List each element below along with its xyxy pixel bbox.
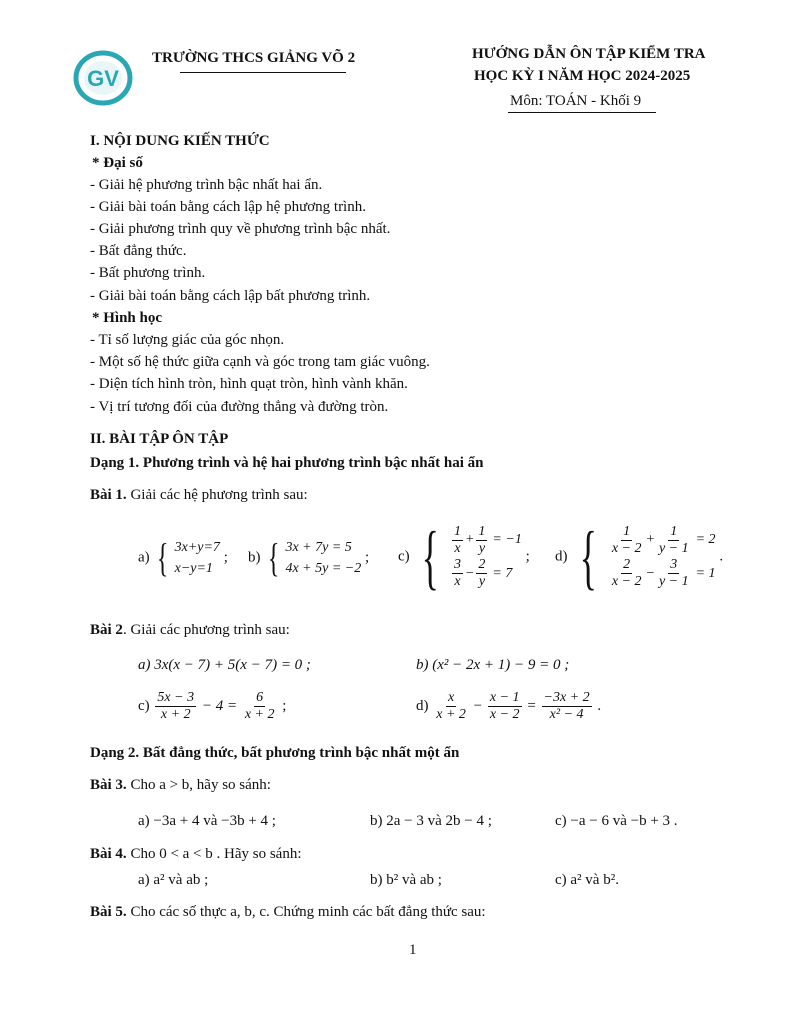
subject-label: Môn: TOÁN - Khối 9 [510, 93, 642, 109]
bai1-b-eq2: 4x + 5y = −2 [285, 561, 362, 576]
bai1-c-eq2: $\frac{3}{x}$ − $\frac{2}{y}$ = 7 [453, 557, 513, 590]
bai3-a: a) −3a + 4 và −3b + 4 ; [138, 813, 276, 829]
bai1-b-label: b) [248, 549, 261, 566]
geometry-item: - Tỉ số lượng giác của góc nhọn. [90, 332, 285, 348]
bai1-d-eq1: $\frac{1}{x - 2}$ + $\frac{1}{y - 1}$ = 2 [611, 523, 716, 556]
bai1-prompt [90, 487, 308, 504]
bai1-label: Bài 1. [90, 487, 127, 503]
bai2-label: Bài 2 [90, 622, 123, 638]
bai1-text: Giải các hệ phương trình sau: [126, 487, 308, 503]
bai4-label: Bài 4. [90, 846, 127, 862]
bai1-d-label: d) [555, 548, 568, 565]
bai2-text: . Giải các phương trình sau: [122, 622, 290, 638]
school-name: TRƯỜNG THCS GIẢNG VÕ 2 [152, 50, 356, 66]
bai2-d: d) $\frac{x}{x + 2}$ − $\frac{x - 1}{x - 2}$ = $\frac{-3x + 2}{\text{x² − 4}}$ . [416, 690, 602, 723]
bai1-a-eq1: 3x+y=7 [174, 540, 220, 555]
svg-text:GV: GV [87, 66, 119, 91]
bai3-text: Cho a > b, hãy so sánh: [126, 777, 271, 793]
bai1-a: a) { 3x+y=7 x−y=1 ; [138, 535, 228, 580]
algebra-item: - Bất đẳng thức. [90, 243, 187, 259]
bai2-c: c) $\frac{5x - 3}{x + 2}$ − 4 = $\frac{6}{x + 2}$ ; [138, 690, 287, 723]
section1-heading: I. NỘI DUNG KIẾN THỨC [90, 133, 270, 149]
doc-title-line1: HƯỚNG DẪN ÔN TẬP KIỂM TRA [472, 46, 706, 62]
separator: ; [364, 549, 370, 566]
bai4-text: Cho 0 < a < b . Hãy so sánh: [126, 846, 302, 862]
bai1-d: d) { $\frac{1}{x - 2}$ + $\frac{1}{y - 1}$ = 2 $\frac{2}{x - 2}$ − $\frac{3}{y - 1}$ = 1 . [555, 517, 724, 597]
bai4-b: b) b² và ab ; [370, 872, 442, 888]
algebra-heading: * Đại số [92, 155, 143, 171]
doc-title-line2: HỌC KỲ I NĂM HỌC 2024-2025 [474, 68, 691, 84]
bai1-c-label: c) [398, 548, 410, 565]
bai3-label: Bài 3. [90, 777, 127, 793]
bai3-b: b) 2a − 3 và 2b − 4 ; [370, 813, 492, 829]
bai3-prompt [90, 777, 271, 794]
separator: ; [223, 549, 228, 566]
bai2-b: b) (x² − 2x + 1) − 9 = 0 ; [416, 657, 570, 673]
type1-heading: Dạng 1. Phương trình và hệ hai phương trình bậc nhất hai ẩn [90, 455, 484, 471]
algebra-item: - Giải bài toán bằng cách lập hệ phương trình. [90, 199, 366, 215]
bai1-d-eq2: $\frac{2}{x - 2}$ − $\frac{3}{y - 1}$ = 1 [611, 557, 716, 590]
bai3-c: c) −a − 6 và −b + 3 . [555, 813, 678, 829]
algebra-item: - Giải hệ phương trình bậc nhất hai ẩn. [90, 177, 323, 193]
page-number: 1 [409, 942, 417, 958]
section2-heading: II. BÀI TẬP ÔN TẬP [90, 431, 229, 447]
school-logo [73, 50, 133, 106]
separator: ; [525, 548, 530, 565]
algebra-item: - Giải bài toán bằng cách lập bất phương trình. [90, 288, 371, 304]
geometry-heading: * Hình học [92, 310, 163, 326]
bai5-prompt [90, 904, 486, 921]
bai5-label: Bài 5. [90, 904, 127, 920]
bai5-text: Cho các số thực a, b, c. Chứng minh các bất đẳng thức sau: [126, 904, 486, 920]
bai2-prompt [90, 622, 290, 639]
bai4-a: a) a² và ab ; [138, 872, 209, 888]
geometry-item: - Diện tích hình tròn, hình quạt tròn, hình vành khăn. [90, 376, 408, 392]
bai1-a-eq2: x−y=1 [174, 561, 213, 576]
algebra-item: - Bất phương trình. [90, 265, 206, 281]
period: . [719, 548, 724, 565]
bai1-c: c) { $\frac{1}{x}$ + $\frac{1}{y}$ = −1 $\frac{3}{x}$ − $\frac{2}{y}$ = 7 ; [398, 517, 530, 597]
bai4-prompt [90, 846, 302, 863]
geometry-item: - Một số hệ thức giữa cạnh và góc trong tam giác vuông. [90, 354, 430, 370]
bai4-c: c) a² và b². [555, 872, 619, 888]
bai1-c-eq1: $\frac{1}{x}$ + $\frac{1}{y}$ = −1 [453, 523, 522, 556]
school-underline [180, 72, 346, 73]
bai1-b-eq1: 3x + 7y = 5 [285, 540, 352, 555]
geometry-item: - Vị trí tương đối của đường thẳng và đường tròn. [90, 399, 389, 415]
subject-underline [508, 112, 656, 113]
bai1-b: b) { 3x + 7y = 5 4x + 5y = −2 ; [248, 535, 370, 580]
algebra-item: - Giải phương trình quy về phương trình bậc nhất. [90, 221, 391, 237]
type2-heading: Dạng 2. Bất đẳng thức, bất phương trình bậc nhất một ẩn [90, 745, 460, 761]
bai2-a: a) 3x(x − 7) + 5(x − 7) = 0 ; [138, 657, 311, 673]
bai1-a-label: a) [138, 549, 150, 566]
